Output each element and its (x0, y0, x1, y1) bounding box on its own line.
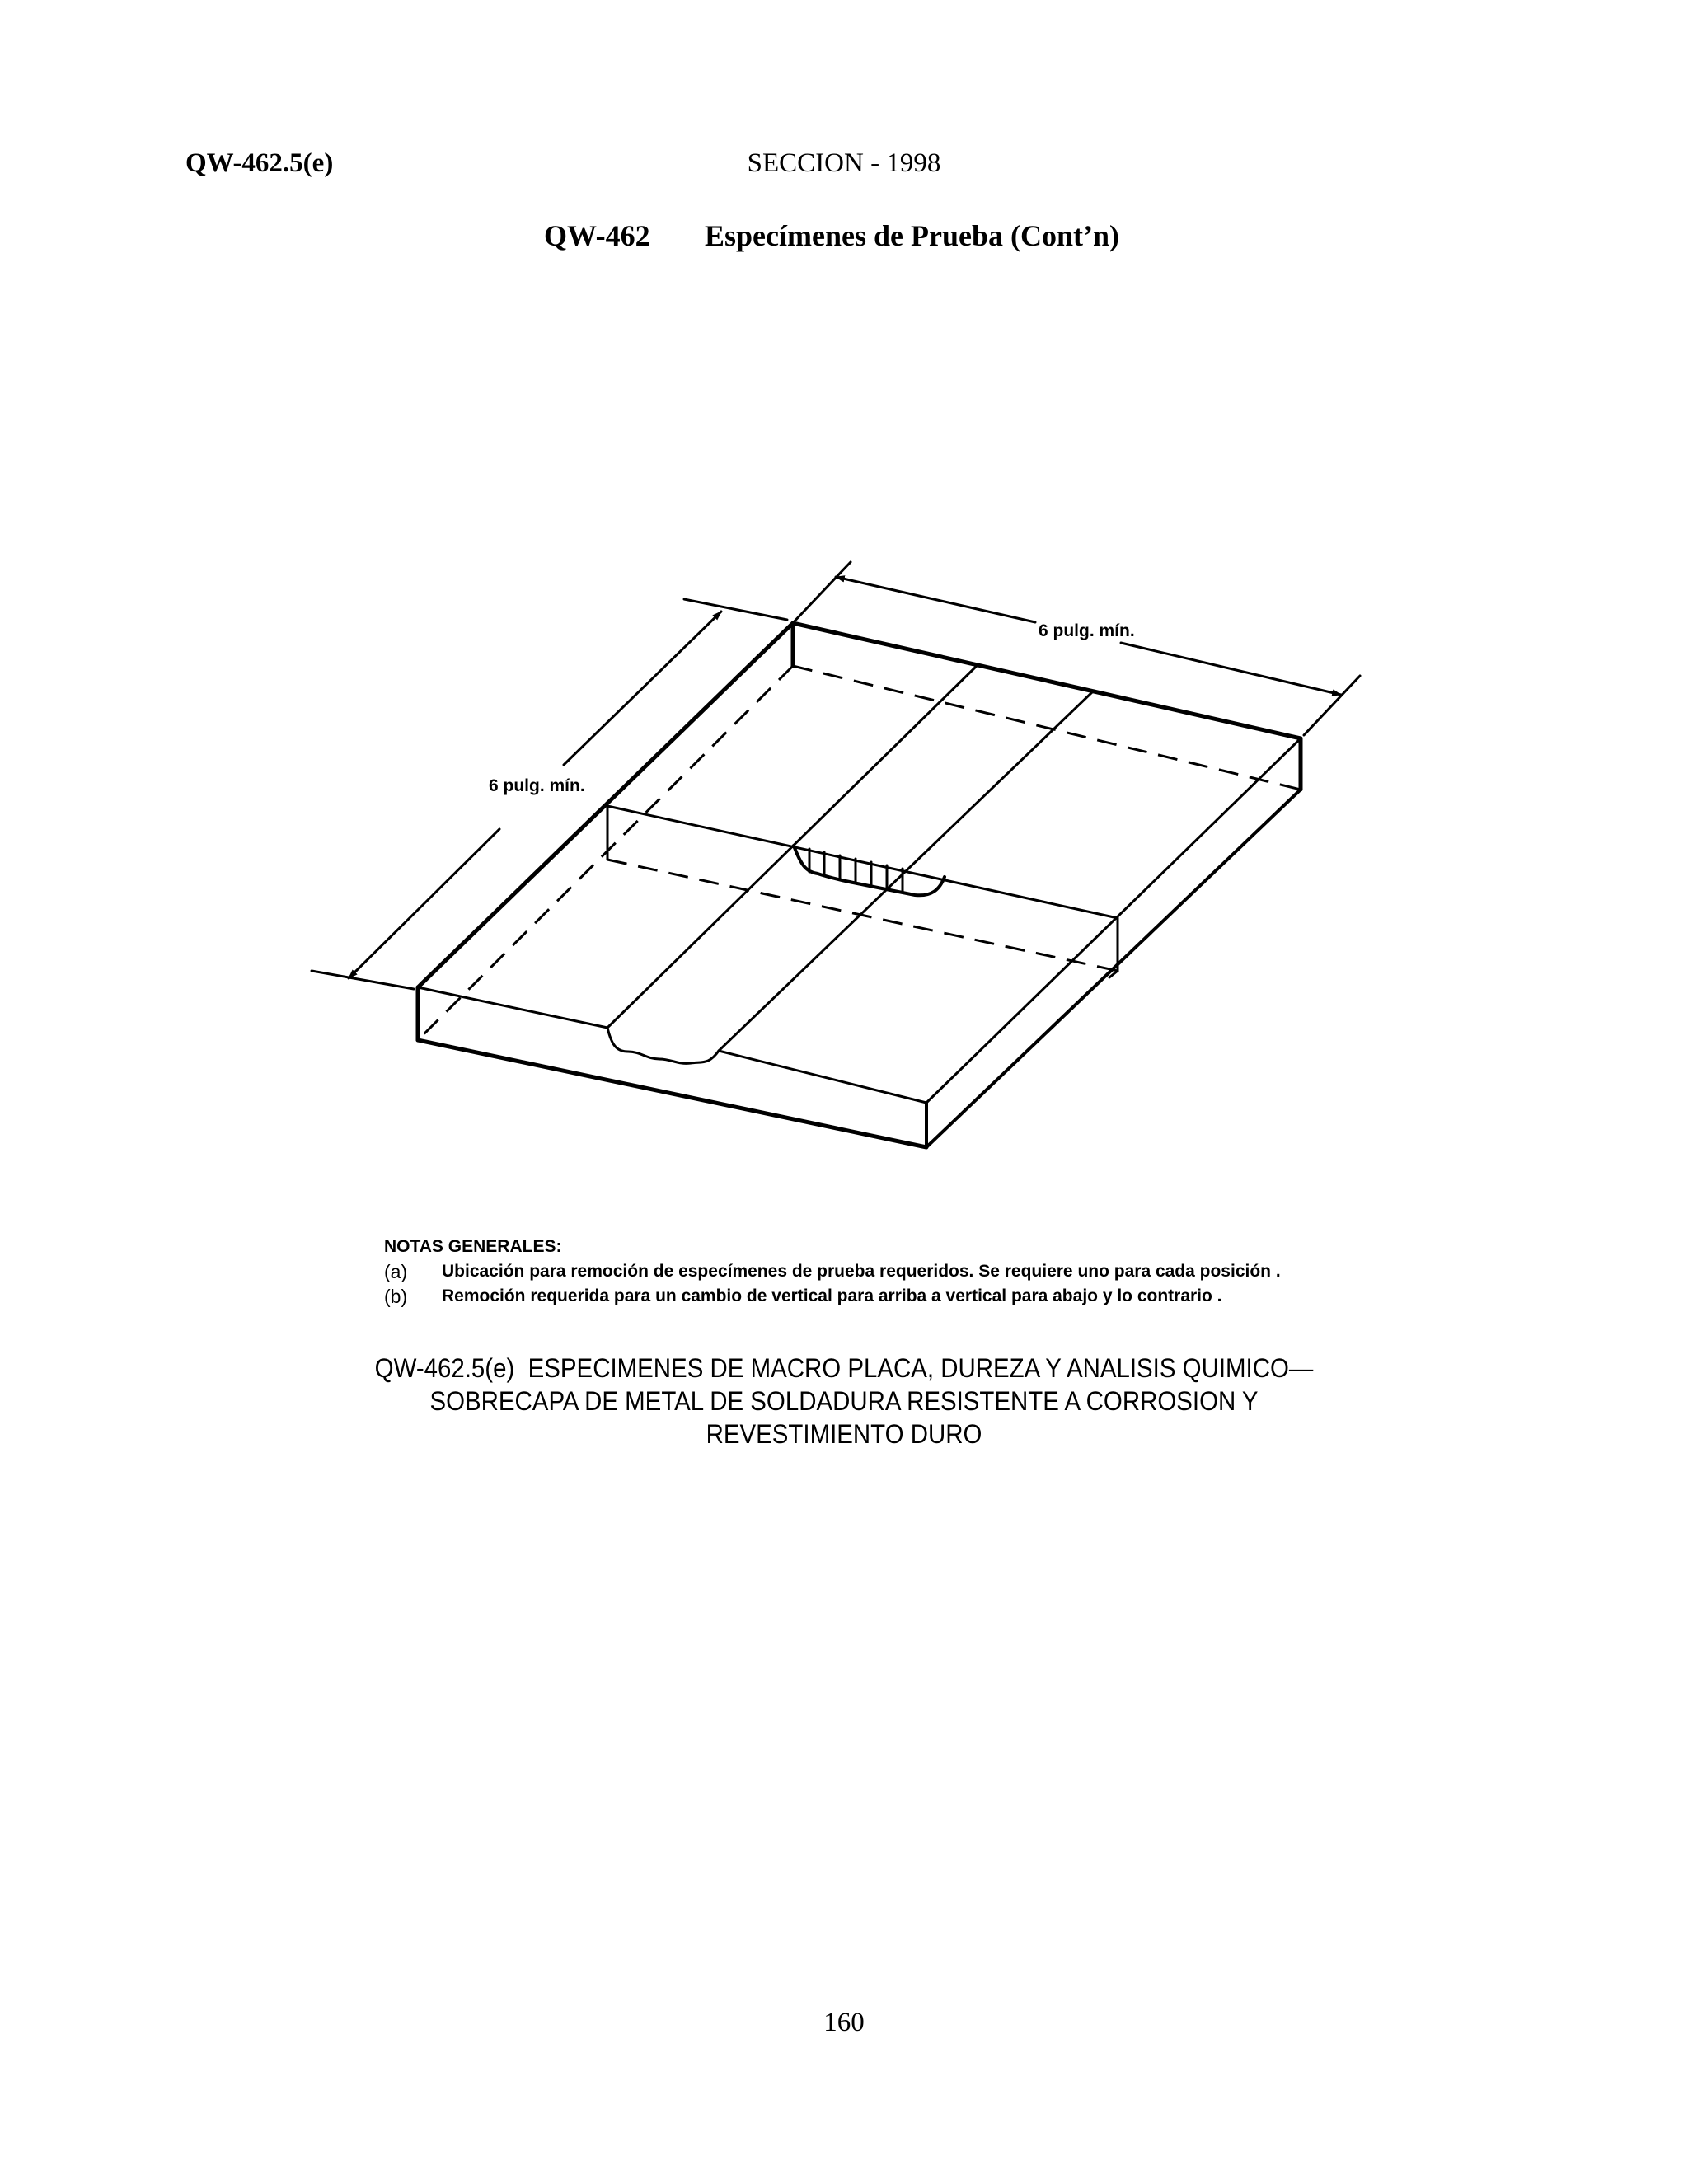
weld-bead-longitudinal (607, 664, 1094, 1063)
note-letter: (a) (384, 1261, 408, 1282)
caption-line: SOBRECAPA DE METAL DE SOLDADURA RESISTENTE A CORROSION Y (429, 1386, 1259, 1416)
dimension-width-label: 6 pulg. mín. (489, 776, 585, 795)
general-notes (384, 1235, 1281, 1309)
notes-heading: NOTAS GENERALES: (384, 1237, 562, 1256)
note-text: Remoción requerida para un cambio de vertical para arriba a vertical para abajo y lo contrario . (442, 1286, 1222, 1305)
note-letter: (b) (384, 1286, 408, 1307)
note-item (384, 1259, 1281, 1284)
caption-line: REVESTIMIENTO DURO (706, 1419, 982, 1449)
figure-caption (68, 1352, 1620, 1451)
hidden-edges (418, 666, 1301, 1040)
caption-line: QW-462.5(e) ESPECIMENES DE MACRO PLACA, DUREZA Y ANALISIS QUIMICO— (374, 1353, 1314, 1383)
page-number: 160 (823, 2008, 865, 2037)
note-item (384, 1284, 1222, 1309)
paragraph-reference: QW-462.5(e) (185, 148, 334, 178)
section-code: QW-462 (544, 219, 650, 252)
section-header: SECCION - 1998 (747, 148, 941, 178)
section-title-text: Especímenes de Prueba (Cont’n) (705, 219, 1119, 252)
note-text: Ubicación para remoción de especímenes de prueba requeridos. Se requiere uno para cada posición . (442, 1262, 1281, 1281)
dimension-length-label: 6 pulg. mín. (1039, 621, 1135, 640)
